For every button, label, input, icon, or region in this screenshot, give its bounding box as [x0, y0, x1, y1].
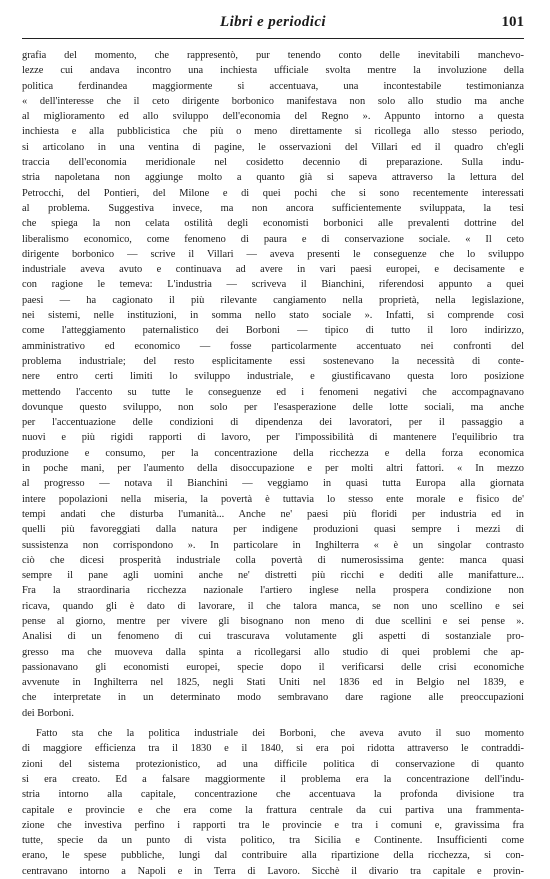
text-line: con ragione le temeva: L'industria — scriveva il Bianchini, riferendosi appunto a quei: [22, 279, 524, 291]
page-number: 101: [501, 14, 524, 30]
text-line: ciò che dicesi prosperità industriale colla povertà di numerosissima gente: manca quasi: [22, 554, 524, 566]
text-line: traccia dell'economia meridionale nel cosidetto decennio di preparazione. Sulla indu-: [22, 157, 524, 169]
text-line: si articolano in una ventina di pagine, le osservazioni del Villari ed il quadro ch'egli: [22, 141, 524, 153]
text-line: capitale e provincie e che era come la frattura centrale da cui partiva una frammenta-: [22, 804, 524, 816]
text-line: avvenute in Inghilterra nel 1825, negli Stati Uniti nel 1836 ed in Belgio nel 1839, e: [22, 677, 524, 689]
text-line: mettendo l'accento su tutte le conseguenze ed i fenomeni negativi che accompagnavano: [22, 386, 524, 398]
text-line: problema industriale; del resto esplicitamente essi sostenevano la necessità di conte-: [22, 355, 524, 367]
text-line: Petrocchi, del Pontieri, del Milone e di quei pochi che si sono recentemente interessati: [22, 187, 524, 199]
text-line: dovunque questo sviluppo, non solo per l'esasperazione delle lotte sociali, ma anche: [22, 401, 524, 413]
text-line: quelli più favoreggiati dalla natura per indigene produzioni quasi sempre i mezzi di: [22, 524, 524, 536]
text-line: nei sistemi, nelle instituzioni, in somma nello stato sociale ». Infatti, si comprende così: [22, 310, 524, 322]
running-header: [22, 12, 524, 38]
text-line: al progresso — notava il Bianchini — veggiamo in quasi tutta Europa alla giornata: [22, 478, 524, 490]
body-text: [22, 48, 524, 879]
text-line: che interpretate in un determinato modo sembravano dare ragione alle preoccupazioni: [22, 692, 524, 704]
text-line: lezze cui andava incontro una inchiesta ufficiale svolta mentre la involuzione della: [22, 65, 524, 77]
paragraph-2: [22, 726, 524, 879]
text-line: dirigente borbonico — scrive il Villari — aveva presenti le conseguenze che lo sviluppo: [22, 248, 524, 260]
text-line: paesi — ha cagionato il più rilevante cangiamento nella proprietà, nella legislazione,: [22, 294, 524, 306]
text-line: come l'atteggiamento paternalistico dei Borboni — tipico di tutto il loro indirizzo,: [22, 325, 524, 337]
text-line: intere popolazioni nella miseria, la povertà è tuttavia lo stesso ente morale e fisico de': [22, 493, 524, 505]
text-line: inchiesta e alla pubblicistica che più o meno direttamente si ricollega allo stesso periodo,: [22, 126, 524, 138]
text-line: erano, le spese pubbliche, lungi dal contribuire alla ripartizione della ricchezza, si con-: [22, 850, 524, 862]
text-line: « dell'interesse che il ceto dirigente borbonico manifestava non solo allo studio ma anche: [22, 95, 524, 107]
text-line: liberalismo economico, come fenomeno di paura e di conservazione sociale. « Il ceto: [22, 233, 524, 245]
text-line: passionavano gli economisti europei, specie dopo il verificarsi delle crisi economiche: [22, 661, 524, 673]
text-line: stria napoletana non aggiunge molto a quanto già si sapeva attraverso la lettura del: [22, 172, 524, 184]
text-line: pense al giorno, mentre per vivere gli bisognano non meno di due scellini e sei pense ».: [22, 615, 524, 627]
text-line: tempi andati che disturba l'umanità... Anche ne' paesi più floridi per industria ed in: [22, 508, 524, 520]
header-rule: [22, 38, 524, 39]
text-line: zioni del sistema protezionistico, ad una difficile politica di conservazione di quanto: [22, 758, 524, 770]
text-line: amministrativo ed economico — fosse particolarmente accentuato nei confronti del: [22, 340, 524, 352]
text-line: dei Borboni.: [22, 707, 74, 719]
text-line: ricava, quando gli è dato di lavorare, il che talora manca, se non uno scellino e sei: [22, 600, 524, 612]
text-line: Fra la straordinaria ricchezza nazionale l'artiero inglese nella prospera condizione non: [22, 585, 524, 597]
text-line: Analisi di un fenomeno di cui trascurava volutamente gli aspetti di sostanziale pro-: [22, 631, 524, 643]
paragraph-1: [22, 48, 524, 721]
text-line: al miglioramento ed allo sviluppo dell'economia del Regno ». Appunto intorno a questa: [22, 111, 524, 123]
text-line: Fatto sta che la politica industriale dei Borboni, che aveva avuto il suo momento: [36, 728, 524, 740]
text-line: tutte, specie da un punto di vista politico, tra Sicilia e Continente. Insufficienti come: [22, 835, 524, 847]
text-line: di maggiore efficienza tra il 1830 e il 1840, si era poi ridotta attraverso le contraddi-: [22, 743, 524, 755]
text-line: in poche mani, per l'aumento della disoccupazione e per molti altri fattori. « In mezzo: [22, 463, 524, 475]
text-line: zione che investiva perfino i rapporti tra le provincie e tra i comuni e, gravissima fra: [22, 819, 524, 831]
text-line: grafia del momento, che rappresentò, pur tenendo conto delle inevitabili manchevo-: [22, 50, 524, 61]
running-head-title: Libri e periodici: [220, 14, 326, 30]
text-line: sussistenza non corrispondono ». In particolare in Inghilterra « è un singolar contrasto: [22, 539, 524, 551]
text-line: produzione e consumo, per la concentrazione della ricchezza e della forza economica: [22, 447, 524, 459]
text-line: si era creato. Ed a falsare maggiormente il problema era la concentrazione dell'indu-: [22, 773, 524, 785]
text-line: al problema. Suggestiva invece, ma non ancora sufficientemente sviluppata, la tesi: [22, 202, 524, 214]
text-line: politica ferdinandea maggiormente si accentuava, una incontestabile testimonianza: [22, 80, 524, 92]
text-line: per l'accentuazione delle condizioni di dipendenza dei lavoratori, per il passaggio a: [22, 417, 524, 429]
text-line: che spiega la non celata ostilità degli economisti borbonici alle prevalenti dottrine del: [22, 218, 524, 230]
text-line: nuovi e più rigidi rapporti di lavoro, per l'impossibilità di mantenere l'equilibrio tra: [22, 432, 524, 444]
text-line: gresso ma che muoveva dalla spinta a ricollegarsi allo studio di quei problemi che ap-: [22, 646, 524, 658]
text-line: industriale aveva avuto e continuava ad avere in vari paesi europei, e decisamente e: [22, 264, 524, 276]
text-line: centravano intorno a Napoli e in Terra di Lavoro. Sicchè il divario tra capitale e provin-: [22, 865, 524, 877]
text-line: sempre il pane agli uomini anche ne' distretti più ricchi e dediti alle manifatture...: [22, 570, 524, 582]
text-line: nere entro certi limiti lo sviluppo industriale, e giustificavano questa loro posizione: [22, 371, 524, 383]
text-line: stria intorno alla capitale, concentrazione che accentuava la profonda divisione tra: [22, 789, 524, 801]
